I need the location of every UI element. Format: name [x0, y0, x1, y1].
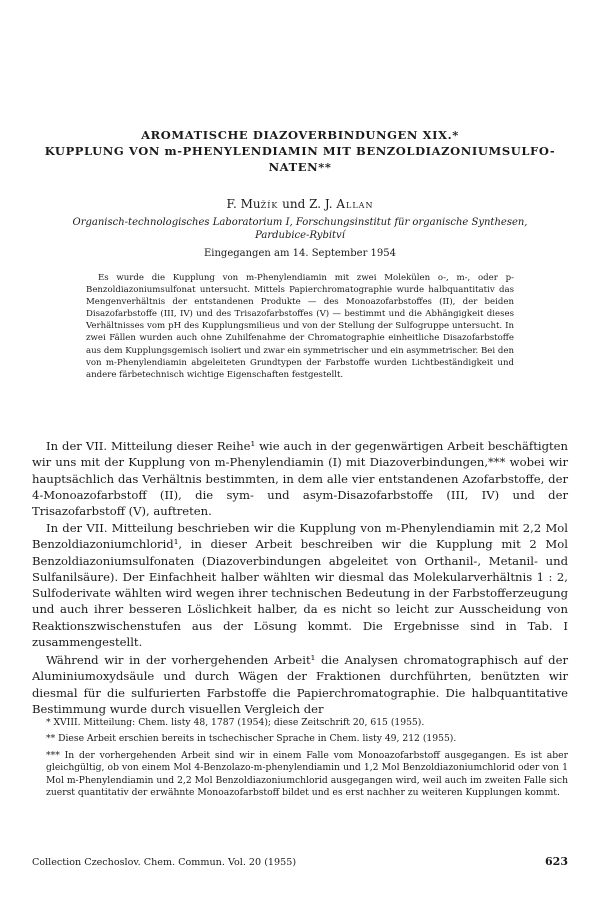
author-2-surname: Allan: [336, 197, 374, 211]
received-date: Eingegangen am 14. September 1954: [203, 248, 397, 259]
affiliation: [40, 216, 560, 242]
authors: [0, 197, 600, 211]
body-paragraph-2: In der VII. Mitteilung beschrieben wir die Kupplung von m-Phenylendiamin mit 2,2 Mol Benzoldiazoniumchlorid¹, in dieser Arbeit beschreiben wir die Kupplung mit 2 Mol Benzoldiazoniumsulfonaten (Diazoverbindungen abgeleitet von Orthanil-, Metanil- und Sulfanilsäure). Der Einfachheit halber wählten wir diesmal das Molekularverhältnis 1 : 2, Sulfoderivate wählten wird wegen ihrer technischen Bedeutung in der Farbstofferzeugung und auch ihrer besseren Löslichkeit halber, da es nicht so leicht zur Ausscheidung von Reaktionszwischenstufen aus der Lösung kommt. Die Ergebnisse sind in Tab. I zusammengestellt.: [32, 521, 568, 650]
title-line-1: AROMATISCHE DIAZOVERBINDUNGEN XIX.*: [141, 128, 459, 142]
journal-citation: Collection Czechoslov. Chem. Commun. Vol. 20 (1955): [32, 857, 297, 868]
body-paragraph-1: In der VII. Mitteilung dieser Reihe¹ wie auch in der gegenwärtigen Arbeit beschäftigten wir uns mit der Kupplung von m-Phenylendiamin (I) mit Diazoverbindungen,*** wobei wir hauptsächlich das Verhältnis bestimmten, in dem alle vier entstandenen Azofarbstoffe, der 4-Monoazofarbstoff (II), die sym- und asym-Disazofarbstoffe (III, IV) und der Trisazofarbstoff (V), auftreten.: [32, 439, 568, 519]
title-line-3: NATEN**: [268, 160, 332, 174]
author-1-surname: žík: [260, 197, 279, 211]
abstract: Es wurde die Kupplung von m-Phenylendiamin mit zwei Molekülen o-, m-, oder p-Benzoldiazoniumsulfonat untersucht. Mittels Papierchromatographie wurde halbquantitativ das Mengenverhältnis der entstandenen Produkte — des Monoazofarbstoffes (II), der beiden Disazofarbstoffe (III, IV) und des Trisazofarbstoffes (V) — bestimmt und die Abhängigkeit dieses Verhältnisses vom pH des Kupplungsmilieus und von der Stellung der Sulfogruppe untersucht. In zwei Fällen wurden auch ohne Zuhilfenahme der Chromatographie einheitliche Disazofarbstoffe aus dem Kupplungsgemisch isoliert und zwar ein symmetrischer und ein asymmetrischer. Bei den von m-Phenylendiamin abgeleiteten Grundtypen der Farbstoffe wurden Lichtbeständigkeit und andere färbetechnisch wichtige Eigenschaften festgestellt.: [86, 273, 514, 380]
body-paragraph-3: Während wir in der vorhergehenden Arbeit¹ die Analysen chromatographisch auf der Aluminiumoxydsäule und durch Wägen der Fraktionen durchführten, benützten wir diesmal für die sulfurierten Farbstoffe die Papierchromatographie. Die halbquantitative Bestimmung wurde durch visuellen Vergleich der: [32, 653, 568, 716]
title-line-2: KUPPLUNG VON m-PHENYLENDIAMIN MIT BENZOLDIAZONIUMSULFO-: [44, 144, 556, 158]
footnote-3: *** In der vorhergehenden Arbeit sind wir in einem Falle vom Monoazofarbstoff ausgegangen. Es ist aber gleichgültig, ob von einem Mol 4-Benzolazo-m-phenylendiamin und 1,2 Mol Benzoldiazoniumchlorid oder von 1 Mol m-Phenylendiamin und 2,2 Mol Benzoldiazoniumchlorid ausgegangen wird, weil auch im zweiten Falle sich zuerst quantitativ der erwähnte Monoazofarbstoff bildet und es erst nachher zu weiteren Kupplungen kommt.: [46, 750, 568, 799]
authors-connector: und Z. J.: [278, 197, 337, 211]
footnote-1: * XVIII. Mitteilung: Chem. listy 48, 1787 (1954); diese Zeitschrift 20, 615 (1955).: [46, 717, 425, 728]
author-1-initial: F. Mu: [226, 197, 261, 211]
page-number: 623: [545, 855, 568, 868]
affiliation-line-2: Pardubice-Rybitví: [255, 230, 345, 241]
affiliation-line-1: Organisch-technologisches Laboratorium I, Forschungsinstitut für organische Synthesen,: [72, 217, 528, 228]
footnote-2: ** Diese Arbeit erschien bereits in tschechischer Sprache in Chem. listy 49, 212 (1955).: [46, 733, 457, 744]
